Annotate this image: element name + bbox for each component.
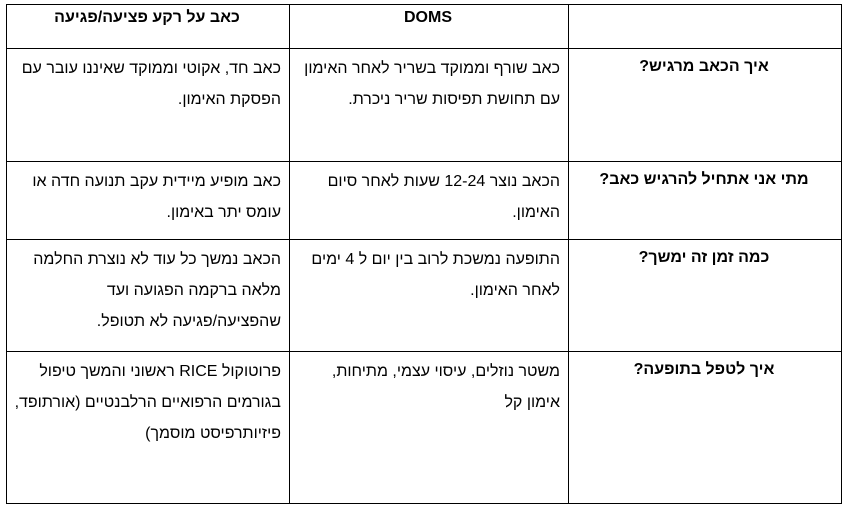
table-row	[7, 49, 842, 162]
injury-cell: הכאב נמשך כל עוד לא נוצרת החלמה מלאה ברקמה הפגועה ועד שהפציעה/פגיעה לא תטופל.	[7, 240, 290, 352]
table-row	[7, 240, 842, 352]
question-cell: מתי אני אתחיל להרגיש כאב?	[569, 162, 842, 240]
table-row	[7, 352, 842, 504]
header-doms: DOMS	[290, 5, 569, 49]
comparison-table	[6, 4, 842, 504]
table-header-row	[7, 5, 842, 49]
header-injury: כאב על רקע פציעה/פגיעה	[7, 5, 290, 49]
doms-cell: הכאב נוצר 12-24 שעות לאחר סיום האימון.	[290, 162, 569, 240]
header-corner-cell	[569, 5, 842, 49]
doms-cell: התופעה נמשכת לרוב בין יום ל 4 ימים לאחר האימון.	[290, 240, 569, 352]
table-row	[7, 162, 842, 240]
injury-cell: פרוטוקול RICE ראשוני והמשך טיפול בגורמים הרפואיים הרלבנטיים (אורתופד, פיזיותרפיסט מוסמך)	[7, 352, 290, 504]
doms-cell: כאב שורף וממוקד בשריר לאחר האימון עם תחושת תפיסות שריר ניכרת.	[290, 49, 569, 162]
injury-cell: כאב מופיע מיידית עקב תנועה חדה או עומס יתר באימון.	[7, 162, 290, 240]
doms-cell: משטר נוזלים, עיסוי עצמי, מתיחות, אימון קל	[290, 352, 569, 504]
question-cell: כמה זמן זה ימשך?	[569, 240, 842, 352]
question-cell: איך לטפל בתופעה?	[569, 352, 842, 504]
question-cell: איך הכאב מרגיש?	[569, 49, 842, 162]
injury-cell: כאב חד, אקוטי וממוקד שאיננו עובר עם הפסקת האימון.	[7, 49, 290, 162]
